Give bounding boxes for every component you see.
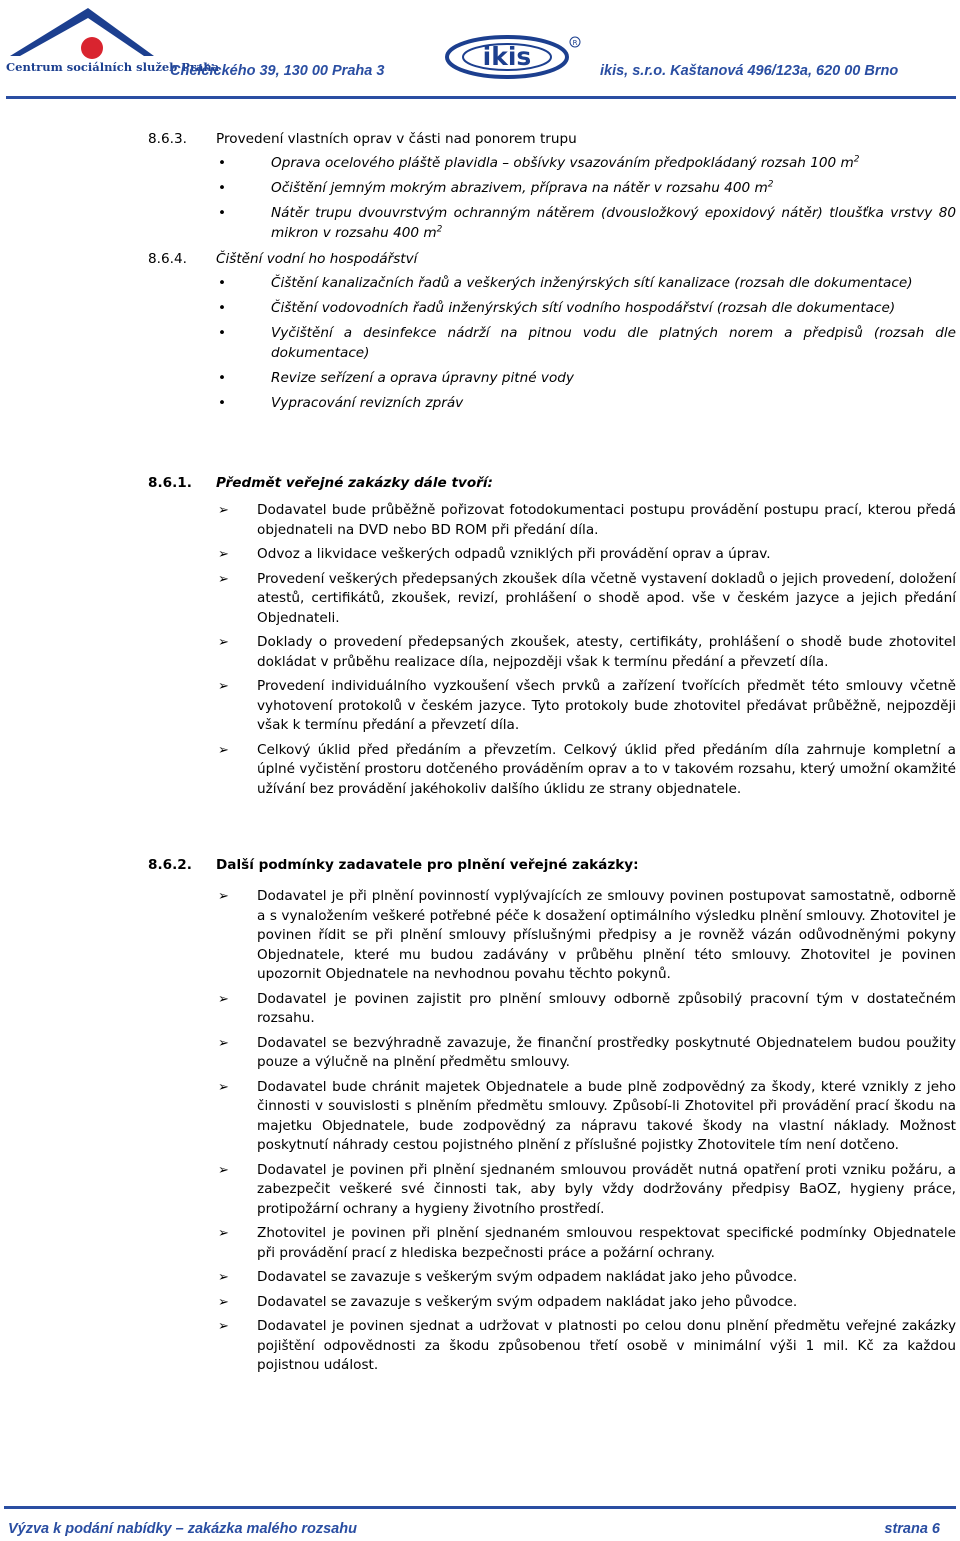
section-8-6-3 (148, 129, 956, 249)
list-item: ➢ Doklady o provedení předepsaných zkoušek, atesty, certifikáty, prohlášení o shodě bude zhotovitel dokládat v průběhu realizace díla, nejpozději však k termínu předání a převzetí díla. (218, 634, 956, 670)
page-number: strana 6 (884, 1521, 940, 1537)
logo-left-text: Centrum sociálních služeb Praha (6, 60, 220, 74)
logo-center-text: ikis (482, 42, 532, 71)
section-heading (148, 855, 956, 875)
address-right: ikis, s.r.o. Kaštanová 496/123a, 620 00 Brno (600, 63, 899, 79)
section-heading (148, 129, 956, 149)
list-item: ➢ Dodavatel je povinen zajistit pro plnění smlouvy odborně způsobilý pracovní tým v dostatečném rozsahu. (218, 990, 956, 1026)
arrow-bullet-icon: ➢ (218, 742, 229, 758)
arrow-bullet-icon: ➢ (218, 1079, 229, 1095)
section-heading (148, 473, 956, 493)
page-header (0, 0, 960, 102)
section-number: 8.6.1. (148, 475, 192, 491)
list-item: ➢ Dodavatel je povinen sjednat a udržovat v platnosti po celou donu plnění předmětu veřejné zakázky pojištění odpovědnosti za škodu způsobenou třetí osobě v minimální výši 1 mil. Kč za každou pojistnou událost. (218, 1318, 956, 1373)
bullet-icon: • (218, 275, 227, 291)
arrow-bullet-icon: ➢ (218, 635, 229, 650)
bullet-icon: • (218, 205, 227, 221)
arrow-bullet-icon: ➢ (218, 1226, 229, 1241)
arrow-bullet-icon: ➢ (218, 889, 229, 904)
section-heading (148, 249, 956, 269)
list-item: ➢ Dodavatel je povinen při plnění sjednaném smlouvou provádět nutná opatření proti vzniku požáru, a zabezpečit veškeré své činnosti tak, aby byly vždy dodržovány předpisy BaOZ, hygieny práce, protipožární ochrany a hygieny životního prostředí. (218, 1161, 956, 1217)
section-number: 8.6.4. (148, 251, 187, 267)
section-title: Předmět veřejné zakázky dále tvoří: (216, 475, 493, 491)
list-item: • Čištění kanalizačních řadů a veškerých inženýrských sítí kanalizace (rozsah dle dokumentace) (148, 274, 956, 294)
section-title: Čištění vodní ho hospodářství (216, 251, 418, 267)
section-8-6-2 (148, 855, 956, 1381)
list-item: ➢ Celkový úklid před předáním a převzetím. Celkový úklid před předáním díla zahrnuje kompletní a úplné vyčistění prostoru dotčeného prováděním oprav a to v takovém rozsahu, který umožní okamžité užívání bez provádění jakéhokoliv dalšího úklidu ze strany objednatele. (218, 741, 956, 797)
footer-divider (4, 1506, 956, 1509)
section-number: 8.6.3. (148, 131, 187, 147)
list-item: ➢ Odvoz a likvidace veškerých odpadů vzniklých při provádění oprav a úprav. (148, 545, 956, 565)
bullet-icon: • (218, 180, 227, 196)
header-divider (6, 96, 956, 99)
list-item: • Oprava ocelového pláště plavidla – obšívky vsazováním předpokládaný rozsah 100 $m^2$ (148, 154, 956, 174)
list-item: • Vyčištění a desinfekce nádrží na pitnou vodu dle platných norem a předpisů (rozsah dle dokumentace) (218, 325, 956, 361)
address-left: Chelčického 39, 130 00 Praha 3 (170, 63, 385, 79)
arrow-bullet-icon: ➢ (218, 1270, 229, 1285)
arrow-bullet-icon: ➢ (218, 1294, 229, 1310)
section-number: 8.6.2. (148, 857, 192, 873)
list-item: ➢ Dodavatel se bezvýhradně zavazuje, že finanční prostředky poskytnuté Objednatelem budou použity pouze a výlučně na plnění předmětu smlouvy. (218, 1034, 956, 1070)
bullet-icon: • (218, 155, 227, 171)
arrow-bullet-icon: ➢ (218, 1162, 229, 1178)
list-item: • Revize seřízení a oprava úpravny pitné vody (148, 369, 956, 389)
bullet-icon: • (218, 325, 227, 341)
arrow-bullet-icon: ➢ (218, 503, 229, 518)
list-item: ➢ Zhotovitel je povinen při plnění sjednaném smlouvou respektovat specifické podmínky Objednatele při provádění prací z hlediska bezpečnosti práce a požární ochrany. (218, 1225, 956, 1261)
arrow-bullet-icon: ➢ (218, 991, 229, 1007)
arrow-bullet-icon: ➢ (218, 679, 229, 694)
section-8-6-4 (148, 249, 956, 419)
list-item: ➢ Dodavatel se zavazuje s veškerým svým odpadem nakládat jako jeho původce. (148, 1293, 956, 1313)
ikis-logo-icon (445, 34, 585, 80)
bullet-icon: • (218, 300, 227, 316)
footer-title: Výzva k podání nabídky – zakázka malého rozsahu (8, 1521, 357, 1537)
list-item: • Nátěr trupu dvouvrstvým ochranným nátěrem (dvousložkový epoxidový nátěr) tloušťka vrstvy 80 mikron v rozsahu 400 $m^2$ (218, 205, 956, 241)
list-item: ➢ Provedení veškerých předepsaných zkoušek díla včetně vystavení dokladů o jejich provedení, doložení atestů, certifikátů, zkoušek, revizí, prohlášení o shodě apod. vše v českém jazyce a jejich předání Objednateli. (218, 570, 956, 626)
arrow-bullet-icon: ➢ (218, 571, 229, 587)
bullet-list (148, 154, 956, 243)
section-title: Provedení vlastních oprav v části nad ponorem trupu (216, 131, 577, 147)
section-8-6-1 (148, 473, 956, 804)
svg-text:R: R (572, 39, 578, 47)
arrow-list (148, 887, 956, 1376)
list-item: ➢ Dodavatel bude chránit majetek Objednatele a bude plně zodpovědný za škody, které vznikly z jeho činnosti v souvislosti s plněním předmětu smlouvy. Způsobí-li Zhotovitel při provádění prací škodu na majetku Objednatele, bude zodpovědný za nápravu takové škody na vlastní náklady. Možnost poskytnutí náhrady cestou pojistného plnění z příslušné pojistky Zhotovitele tím není dotčeno. (218, 1078, 956, 1153)
arrow-bullet-icon: ➢ (218, 547, 229, 562)
arrow-bullet-icon: ➢ (218, 1319, 229, 1334)
bullet-list (148, 274, 956, 413)
arrow-list (148, 501, 956, 799)
list-item: ➢ Provedení individuálního vyzkoušení všech prvků a zařízení tvořících předmět této smlouvy včetně vyhotovení protokolů v českém jazyce. Tyto protokoly bude zhotovitel předávat průběžně, nejpozději však k termínu předání a převzetí díla. (218, 678, 956, 733)
list-item: • Čištění vodovodních řadů inženýrských sítí vodního hospodářství (rozsah dle dokumentace) (148, 299, 956, 319)
list-item: ➢ Dodavatel se zavazuje s veškerým svým odpadem nakládat jako jeho původce. (148, 1268, 956, 1288)
list-item: • Vypracování revizních zpráv (148, 394, 956, 414)
list-item: ➢ Dodavatel bude průběžně pořizovat fotodokumentaci postupu provádění postupu prací, kterou předá objednateli na DVD nebo BD ROM při předání díla. (218, 502, 956, 538)
list-item: ➢ Dodavatel je při plnění povinností vyplývajících ze smlouvy povinen postupovat samostatně, odborně a s vynaložením veškeré potřebné péče k dosažení optimálního výsledku plnění smlouvy. Zhotovitel je povinen řídit se při plnění smlouvy příslušnými předpisy a je rovněž vázán odůvodněnými pokyny Objednatele, které mu budou zadávány v průběhu plnění této smlouvy. Zhotovitel je povinen upozornit Objednatele na nevhodnou povahu těchto pokynů. (218, 888, 956, 982)
list-item: • Očištění jemným mokrým abrazivem, příprava na nátěr v rozsahu 400 $m^2$ (148, 179, 956, 199)
arrow-bullet-icon: ➢ (218, 1035, 229, 1051)
bullet-icon: • (218, 394, 227, 411)
bullet-icon: • (218, 369, 227, 386)
section-title: Další podmínky zadavatele pro plnění veřejné zakázky: (216, 857, 639, 873)
